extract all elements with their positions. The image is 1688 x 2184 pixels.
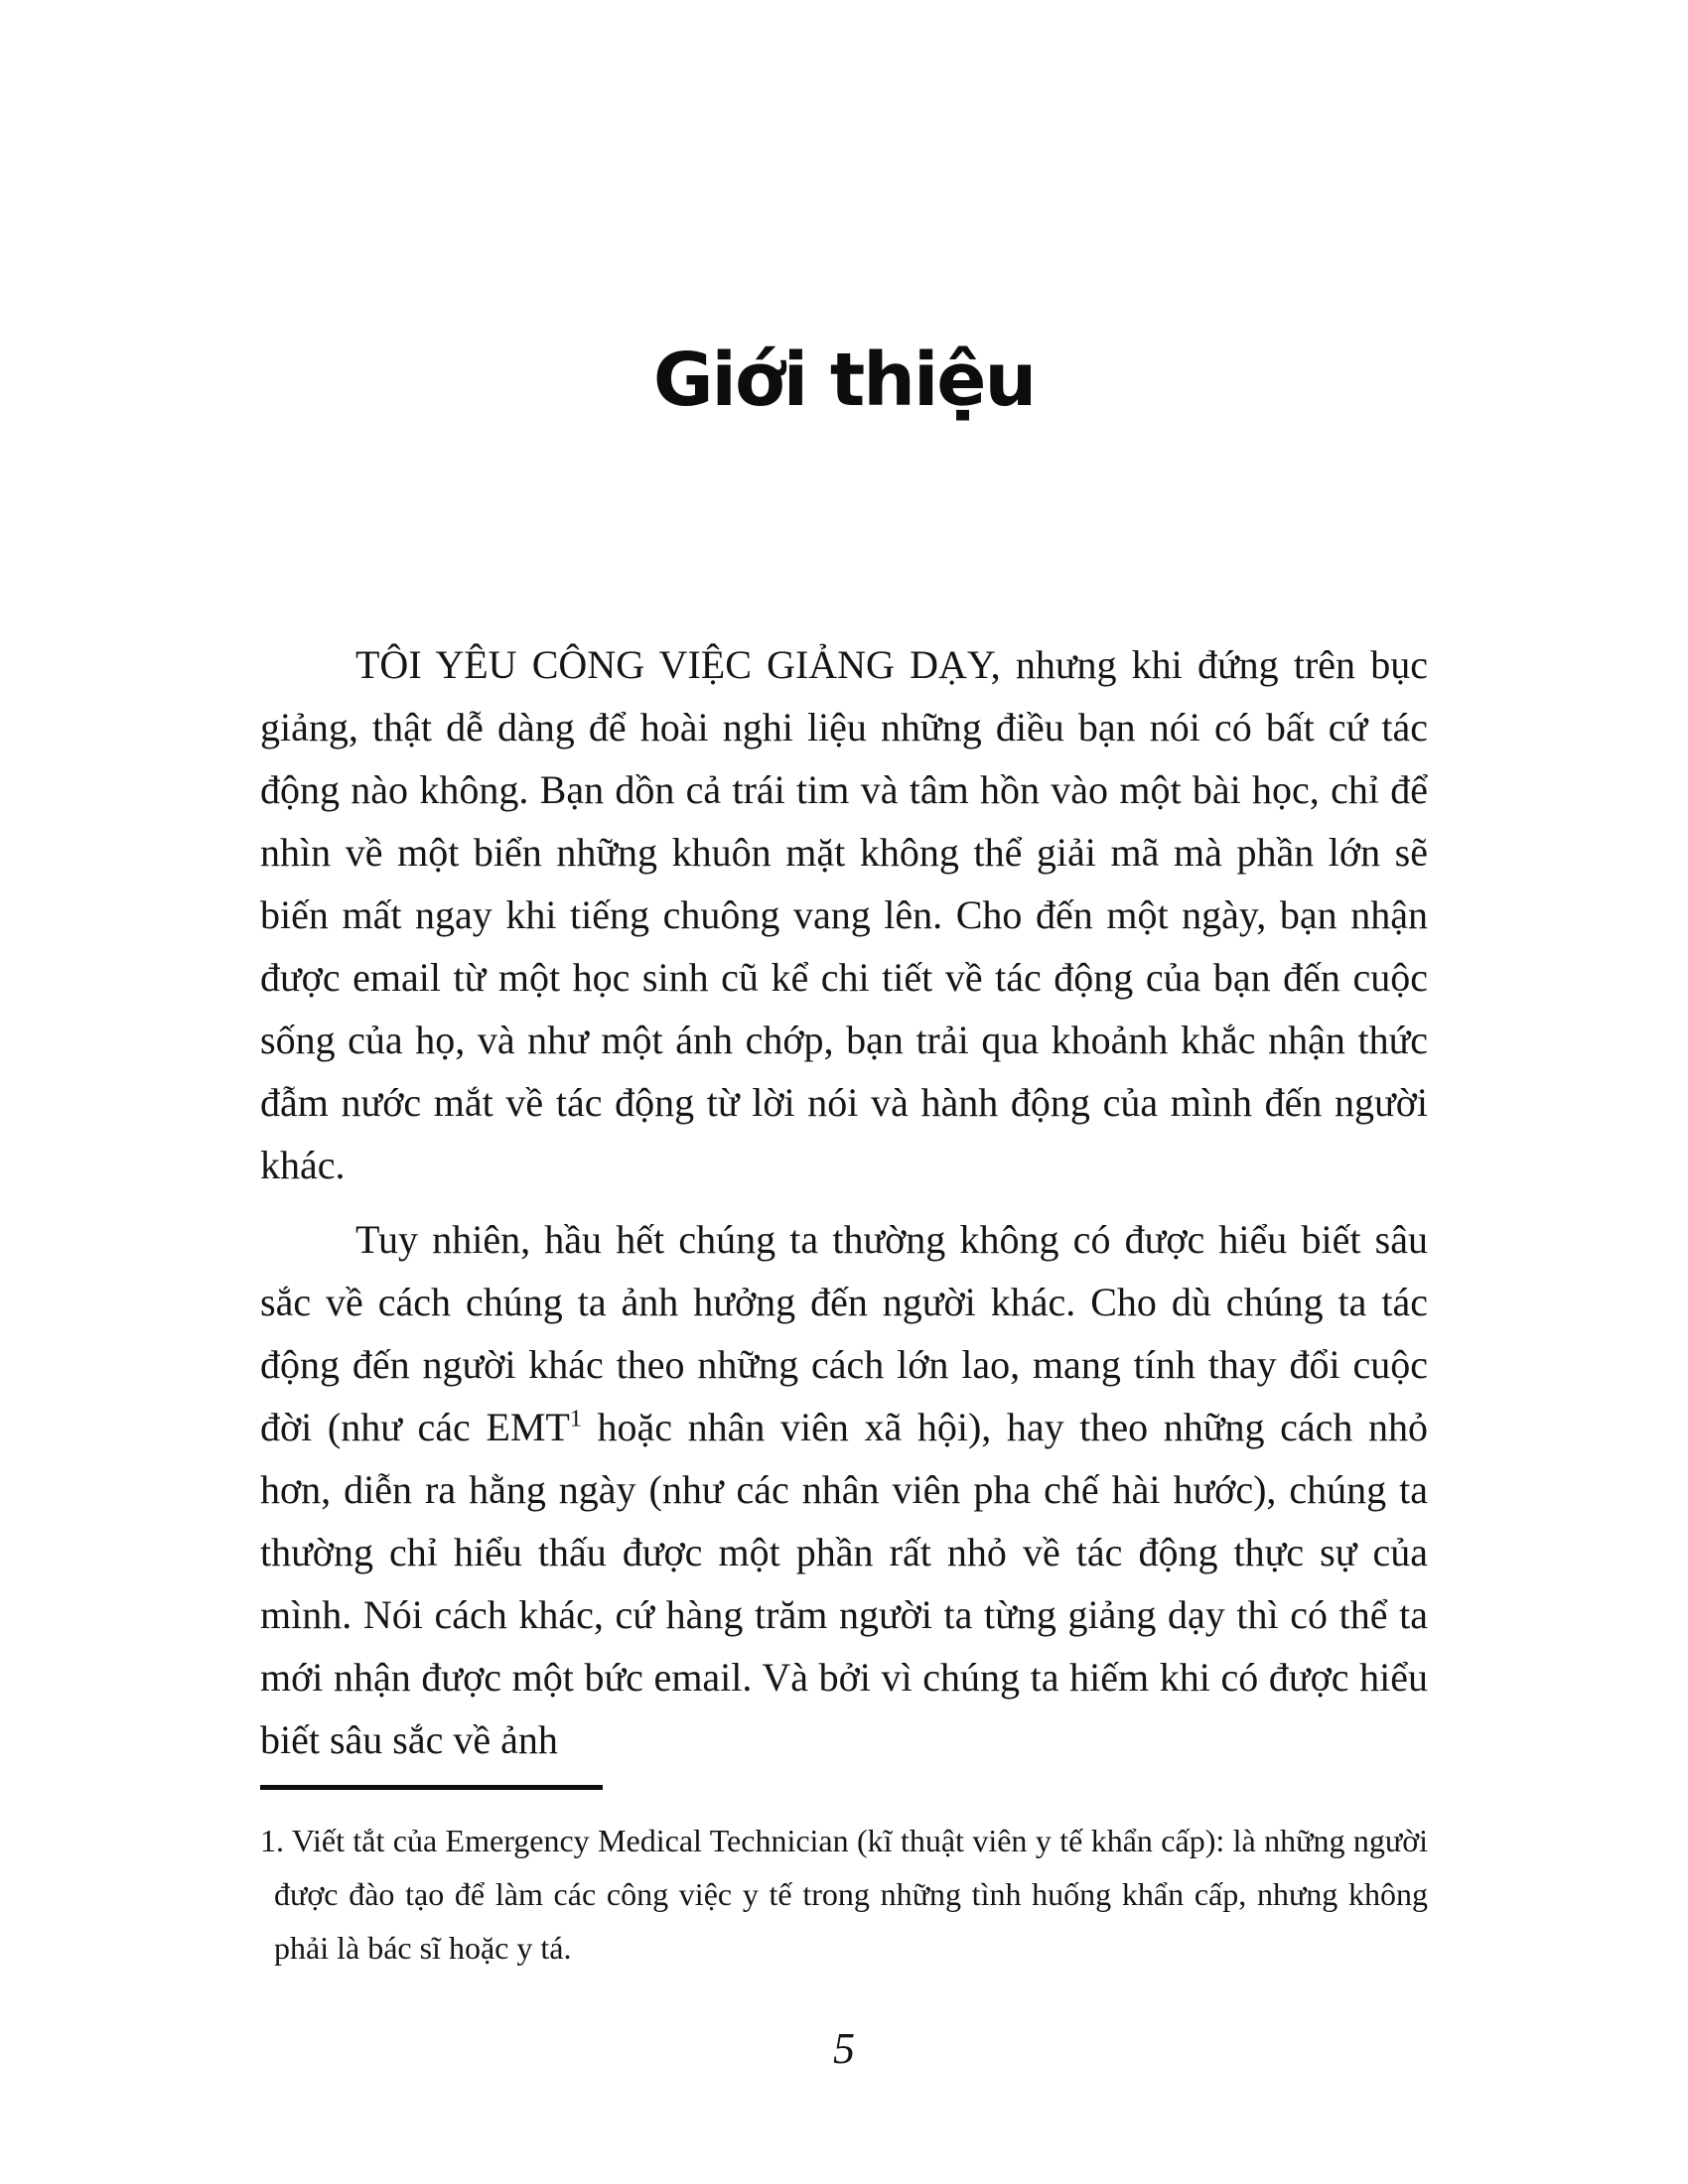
paragraph-2 [260,1208,1428,1771]
body-text [260,633,1428,1783]
paragraph-1: TÔI YÊU CÔNG VIỆC GIẢNG DẠY, nhưng khi đứng trên bục giảng, thật dễ dàng để hoài nghi liệu những điều bạn nói có bất cứ tác động nào không. Bạn dồn cả trái tim và tâm hồn vào một bài học, chỉ để nhìn về một biển những khuôn mặt không thể giải mã mà phần lớn sẽ biến mất ngay khi tiếng chuông vang lên. Cho đến một ngày, bạn nhận được email từ một học sinh cũ kể chi tiết về tác động của bạn đến cuộc sống của họ, và như một ánh chớp, bạn trải qua khoảnh khắc nhận thức đẫm nước mắt về tác động từ lời nói và hành động của mình đến người khác. [260,642,1428,1187]
footnote-divider [260,1785,603,1790]
footnote-area [260,1785,1428,1975]
footnote-reference-marker: 1 [569,1406,582,1433]
paragraph-2-text-after-ref: hoặc nhân viên xã hội), hay theo những cách nhỏ hơn, diễn ra hằng ngày (như các nhân viên pha chế hài hước), chúng ta thường chỉ hiểu thấu được một phần rất nhỏ về tác động thực sự của mình. Nói cách khác, cứ hàng trăm người ta từng giảng dạy thì có thể ta mới nhận được một bức email. Và bởi vì chúng ta hiếm khi có được hiểu biết sâu sắc về ảnh [260,1405,1428,1762]
paragraph-2-text-before-ref: Tuy nhiên, hầu hết chúng ta thường không có được hiểu biết sâu sắc về cách chúng ta ảnh hưởng đến người khác. Cho dù chúng ta tác động đến người khác theo những cách lớn lao, mang tính thay đổi cuộc đời (như các EMT [260,1217,1428,1449]
page-number: 5 [833,2024,855,2073]
footnote-text: 1. Viết tắt của Emergency Medical Technician (kĩ thuật viên y tế khẩn cấp): là những người được đào tạo để làm các công việc y tế trong những tình huống khẩn cấp, nhưng không phải là bác sĩ hoặc y tá. [260,1823,1428,1966]
chapter-title: Giới thiệu [652,338,1036,423]
